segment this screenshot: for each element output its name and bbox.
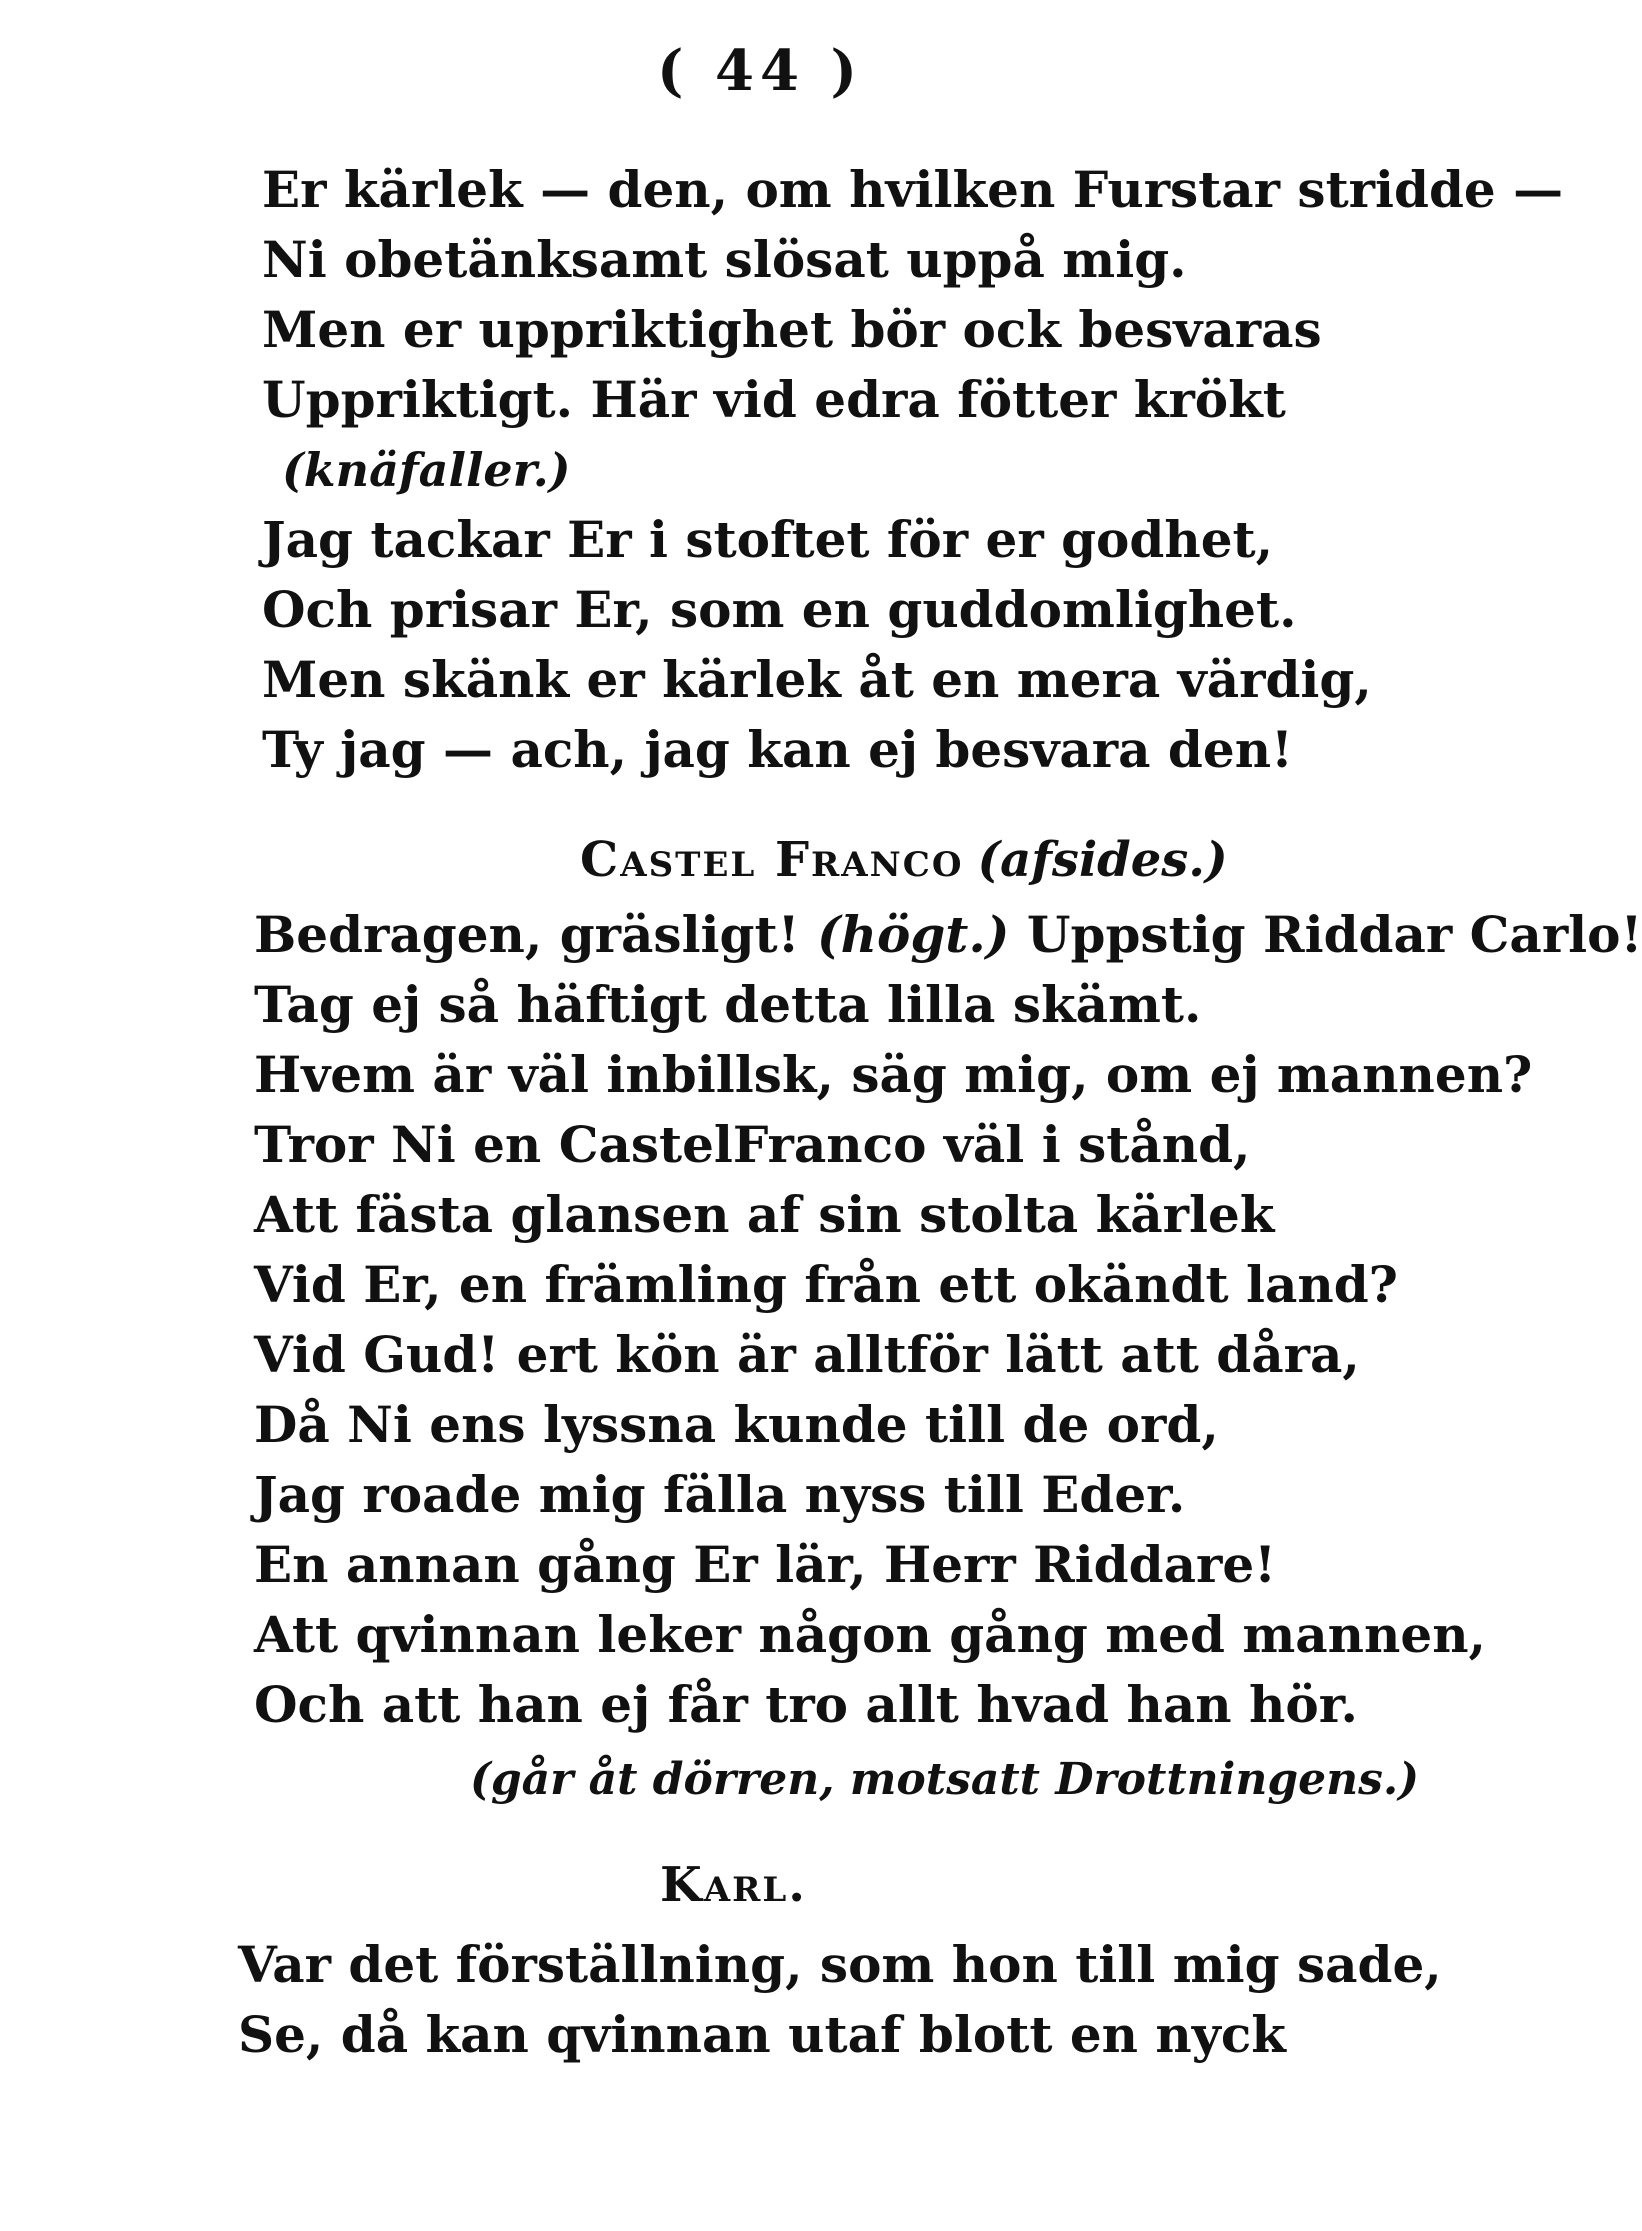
stage-direction: (går åt dörren, motsatt Drottningens.) (470, 1754, 1420, 1805)
speaker-heading (580, 830, 1228, 890)
verse-line: Att fästa glansen af sin stolta kärlek (254, 1185, 1275, 1244)
verse-line: Er kärlek — den, om hvilken Furstar stridde — (262, 160, 1564, 219)
verse-line: Tror Ni en CastelFranco väl i stånd, (254, 1115, 1251, 1174)
speaker-name: Karl. (660, 1857, 807, 1913)
verse-line: Men er uppriktighet bör ock besvaras (262, 300, 1322, 359)
verse-line: Men skänk er kärlek åt en mera värdig, (262, 650, 1372, 709)
verse-line: Ni obetänksamt slösat uppå mig. (262, 230, 1187, 289)
verse-line: Och prisar Er, som en guddomlighet. (262, 580, 1297, 639)
stage-direction: (knäfaller.) (282, 443, 571, 497)
speaker-heading (660, 1855, 807, 1915)
verse-fragment: Bedragen, gräsligt! (254, 905, 800, 964)
verse-line: Jag roade mig fälla nyss till Eder. (254, 1465, 1186, 1524)
verse-line: Uppriktigt. Här vid edra fötter krökt (262, 370, 1286, 429)
verse-line: Ty jag — ach, jag kan ej besvara den! (262, 720, 1294, 779)
verse-line: En annan gång Er lär, Herr Riddare! (254, 1535, 1277, 1594)
verse-line: Var det förställning, som hon till mig sade, (238, 1935, 1442, 1994)
stage-direction: (afsides.) (977, 832, 1228, 888)
page-number: ( 44 ) (657, 38, 863, 104)
verse-fragment: Uppstig Riddar Carlo! (1026, 905, 1642, 964)
verse-line: Och att han ej får tro allt hvad han hör. (254, 1675, 1358, 1734)
verse-line: Hvem är väl inbillsk, säg mig, om ej mannen? (254, 1045, 1533, 1104)
stage-direction: (högt.) (816, 905, 1010, 964)
speaker-name: Castel Franco (580, 832, 964, 888)
verse-line: Se, då kan qvinnan utaf blott en nyck (238, 2005, 1286, 2064)
verse-line (254, 905, 1642, 965)
verse-line: Vid Gud! ert kön är alltför lätt att dåra, (254, 1325, 1360, 1384)
verse-line: Då Ni ens lyssna kunde till de ord, (254, 1395, 1219, 1454)
verse-line: Tag ej så häftigt detta lilla skämt. (254, 975, 1202, 1034)
verse-line: Att qvinnan leker någon gång med mannen, (254, 1605, 1486, 1664)
verse-line: Jag tackar Er i stoftet för er godhet, (262, 510, 1274, 569)
verse-line: Vid Er, en främling från ett okändt land? (254, 1255, 1398, 1314)
